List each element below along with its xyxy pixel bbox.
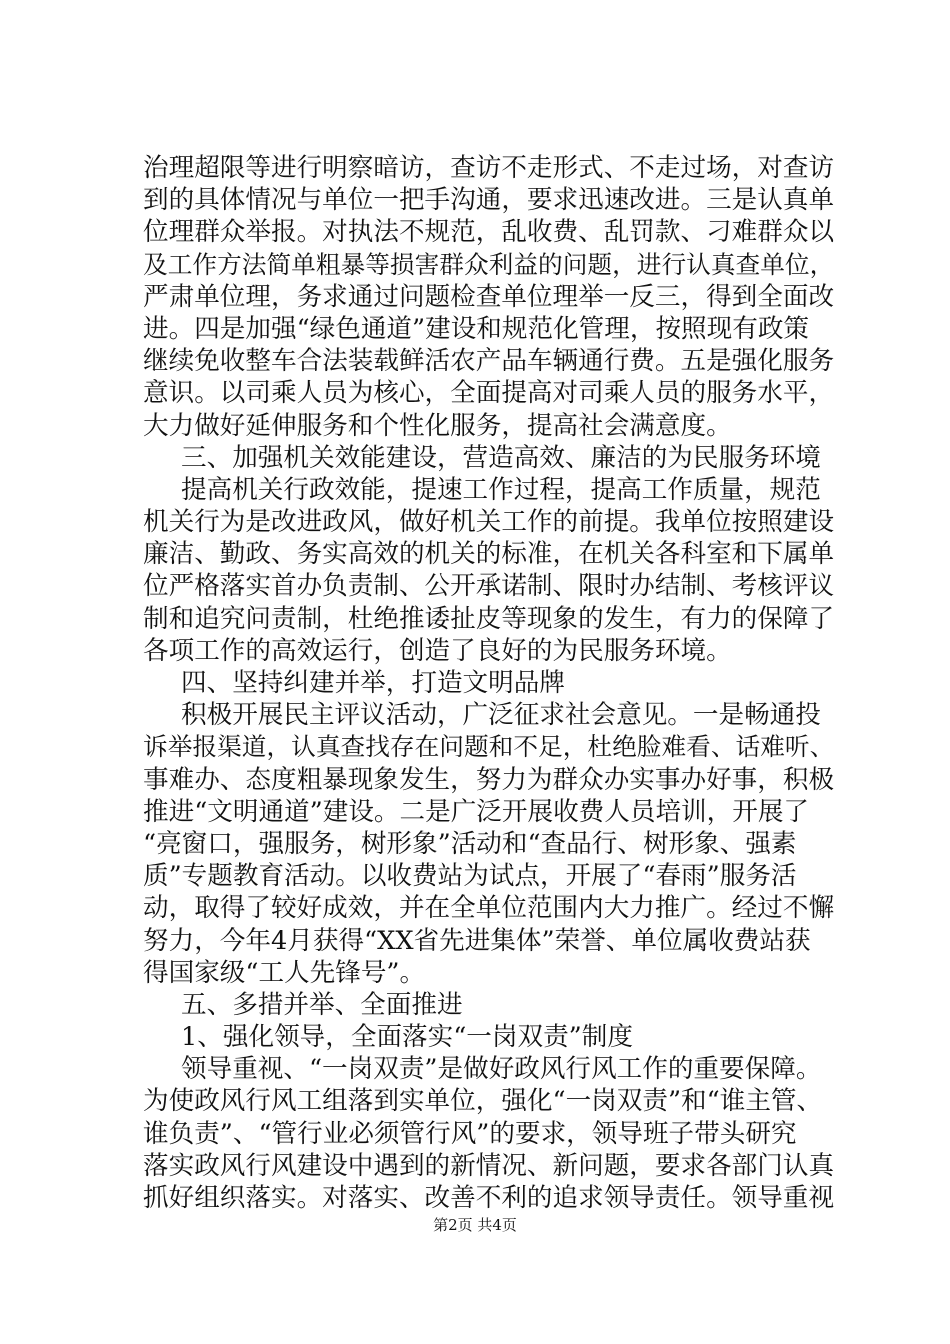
document-body bbox=[143, 152, 835, 1214]
text-line: 及工作方法简单粗暴等损害群众利益的问题，进行认真查单位， bbox=[143, 249, 835, 279]
text-line: 得国家级“工人先锋号”。 bbox=[143, 957, 426, 988]
text-line: “亮窗口，强服务，树形象”活动和“查品行、树形象、强素 bbox=[143, 828, 797, 859]
text-line: 质”专题教育活动。以收费站为试点，开展了“春雨”服务活 bbox=[143, 861, 797, 892]
paragraph-first-line: 领导重视、“一岗双责”是做好政风行风工作的重要保障。 bbox=[181, 1054, 822, 1085]
text-line: 机关行为是改进政风，做好机关工作的前提。我单位按照建设 bbox=[143, 507, 835, 538]
text-line: 治理超限等进行明察暗访，查访不走形式、不走过场，对查访 bbox=[143, 153, 835, 183]
text-line: 位理群众举报。对执法不规范，乱收费、乱罚款、刁难群众以 bbox=[143, 217, 835, 248]
text-line: 制和追究问责制，杜绝推诿扯皮等现象的发生，有力的保障了 bbox=[143, 603, 835, 634]
paragraph-first-line: 积极开展民主评议活动，广泛征求社会意见。一是畅通投 bbox=[181, 700, 821, 731]
text-line: 意识。以司乘人员为核心，全面提高对司乘人员的服务水平， bbox=[143, 378, 835, 409]
text-line: 大力做好延伸服务和个性化服务，提高社会满意度。 bbox=[143, 410, 732, 441]
text-line: 廉洁、勤政、务实高效的机关的标准，在机关各科室和下属单 bbox=[143, 539, 835, 570]
paragraph-first-line: 四、坚持纠建并举，打造文明品牌 bbox=[181, 668, 565, 698]
text-line: 落实政风行风建设中遇到的新情况、新问题，要求各部门认真 bbox=[143, 1150, 835, 1181]
paragraph-first-line: 三、加强机关效能建设，营造高效、廉洁的为民服务环境 bbox=[181, 442, 821, 473]
text-line: 抓好组织落实。对落实、改善不利的追求领导责任。领导重视 bbox=[143, 1183, 835, 1213]
text-line: 继续免收整车合法装载鲜活农产品车辆通行费。五是强化服务 bbox=[143, 346, 835, 377]
text-line: 各项工作的高效运行，创造了良好的为民服务环境。 bbox=[143, 635, 732, 666]
text-line: 努力，今年4月获得“XX省先进集体”荣誉、单位属收费站获 bbox=[143, 925, 811, 956]
paragraph-first-line: 1、强化领导，全面落实“一岗双责”制度 bbox=[181, 1022, 633, 1053]
page-footer bbox=[0, 1215, 950, 1235]
text-line: 推进“文明通道”建设。二是广泛开展收费人员培训，开展了 bbox=[143, 796, 810, 827]
text-line: 动，取得了较好成效，并在全单位范围内大力推广。经过不懈 bbox=[143, 893, 835, 924]
paragraph-first-line: 提高机关行政效能，提速工作过程，提高工作质量，规范 bbox=[181, 474, 821, 505]
text-line: 到的具体情况与单位一把手沟通，要求迅速改进。三是认真单 bbox=[143, 185, 835, 216]
page-number-label: 第2页 共4页 bbox=[433, 1216, 517, 1234]
text-line: 严肃单位理，务求通过问题检查单位理举一反三，得到全面改 bbox=[143, 281, 835, 312]
text-line: 谁负责”、“管行业必须管行风”的要求，领导班子带头研究 bbox=[143, 1118, 797, 1149]
text-line: 进。四是加强“绿色通道”建设和规范化管理，按照现有政策 bbox=[143, 313, 810, 344]
paragraph-first-line: 五、多措并举、全面推进 bbox=[181, 989, 463, 1020]
text-line: 位严格落实首办负责制、公开承诺制、限时办结制、考核评议 bbox=[143, 571, 835, 602]
text-line: 诉举报渠道，认真查找存在问题和不足，杜绝脸难看、话难听、 bbox=[143, 732, 835, 762]
text-line: 为使政风行风工组落到实单位，强化“一岗双责”和“谁主管、 bbox=[143, 1086, 823, 1117]
text-line: 事难办、态度粗暴现象发生，努力为群众办实事办好事，积极 bbox=[143, 764, 835, 795]
